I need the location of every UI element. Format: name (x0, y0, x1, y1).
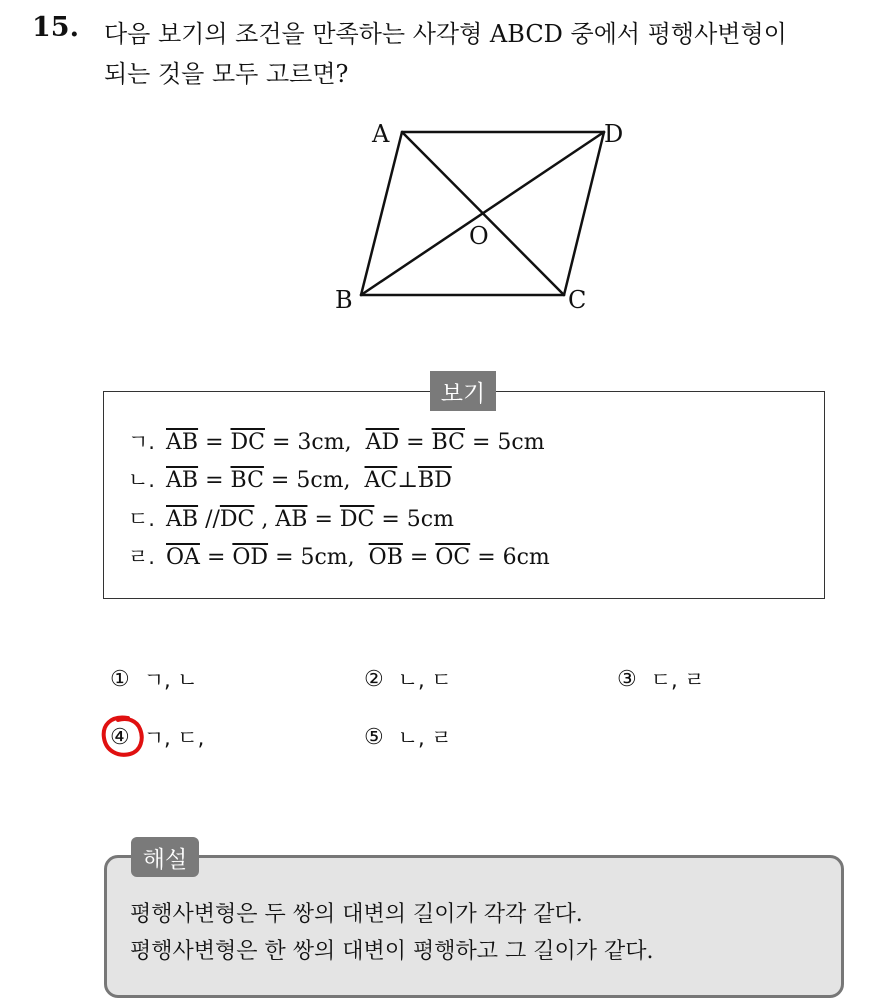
operator: = (409, 545, 429, 570)
choice-number: ② (364, 666, 384, 692)
segment: $\overline{OD}$ (232, 545, 269, 570)
segment: $\overline{AD}$ (365, 430, 400, 455)
segment: $\overline{DC}$ (219, 507, 255, 532)
condition-value: = 5cm (471, 430, 545, 455)
condition-label: ㄷ. (128, 507, 155, 531)
segment: $\overline{OB}$ (368, 545, 403, 570)
condition-value: = 5cm (381, 507, 454, 532)
segment: $\overline{AC}$ (364, 468, 398, 493)
condition-label: ㄴ. (128, 468, 155, 492)
segment: $\overline{DC}$ (339, 507, 375, 532)
condition-nieun (128, 464, 452, 494)
operator: = (314, 507, 333, 532)
segment: $\overline{DC}$ (230, 430, 265, 455)
vertex-label-a: A (372, 120, 390, 148)
choice-text: ㄴ, ㄹ (397, 726, 452, 750)
vertex-label-o: O (469, 222, 489, 250)
condition-label: ㄱ. (128, 430, 155, 454)
operator: = (205, 468, 224, 493)
choice-2[interactable] (364, 664, 452, 694)
explanation-line-2: 평행사변형은 한 쌍의 대변이 평행하고 그 길이가 같다. (130, 939, 654, 964)
question-number: 15. (32, 12, 79, 43)
choice-text: ㄷ, ㄹ (650, 668, 705, 692)
choice-number: ① (110, 666, 130, 692)
operator: ⊥ (397, 468, 418, 493)
vertex-label-c: C (568, 286, 587, 314)
condition-value: = 6cm (477, 545, 550, 570)
segment: $\overline{AB}$ (166, 507, 199, 532)
choice-3[interactable] (617, 664, 705, 694)
choice-number: ⑤ (364, 724, 384, 750)
parallelogram-figure (320, 108, 640, 318)
bogi-title: 보기 (430, 371, 496, 411)
segment: $\overline{AB}$ (275, 507, 308, 532)
choice-number: ④ (110, 724, 130, 750)
condition-value: = 3cm, (271, 430, 352, 455)
explanation-line-1: 평행사변형은 두 쌍의 대변의 길이가 각각 같다. (130, 902, 583, 927)
segment: $\overline{BD}$ (417, 468, 452, 493)
segment: $\overline{OC}$ (435, 545, 471, 570)
operator: = (406, 430, 425, 455)
condition-value: = 5cm, (270, 468, 351, 493)
operator: = (205, 430, 224, 455)
vertex-label-b: B (335, 286, 353, 314)
segment: $\overline{AB}$ (166, 430, 199, 455)
condition-label: ㄹ. (128, 545, 155, 569)
segment: $\overline{OA}$ (166, 545, 200, 570)
question-text-line2: 되는 것을 모두 고르면? (104, 60, 349, 88)
segment: $\overline{BC}$ (230, 468, 264, 493)
segment: $\overline{BC}$ (431, 430, 465, 455)
condition-value: = 5cm, (275, 545, 355, 570)
condition-rieul (128, 541, 550, 571)
question-text-line1: 다음 보기의 조건을 만족하는 사각형 ABCD 중에서 평행사변형이 (104, 20, 787, 48)
choice-text: ㄴ, ㄷ (397, 668, 452, 692)
choice-text: ㄱ, ㄷ, (143, 726, 205, 750)
condition-giyeok (128, 426, 545, 456)
explanation-title: 해설 (131, 837, 199, 877)
segment: $\overline{AB}$ (166, 468, 199, 493)
condition-digeut (128, 503, 454, 533)
choice-text: ㄱ, ㄴ (143, 668, 198, 692)
choice-5[interactable] (364, 722, 452, 752)
diagonal-bd (361, 132, 604, 295)
vertex-label-d: D (604, 120, 624, 148)
choice-1[interactable] (110, 664, 198, 694)
answer-circle-mark (98, 712, 148, 762)
operator: // (205, 507, 220, 532)
separator: , (261, 507, 269, 532)
operator: = (206, 545, 226, 570)
choice-number: ③ (617, 666, 637, 692)
side-dc (564, 132, 604, 295)
